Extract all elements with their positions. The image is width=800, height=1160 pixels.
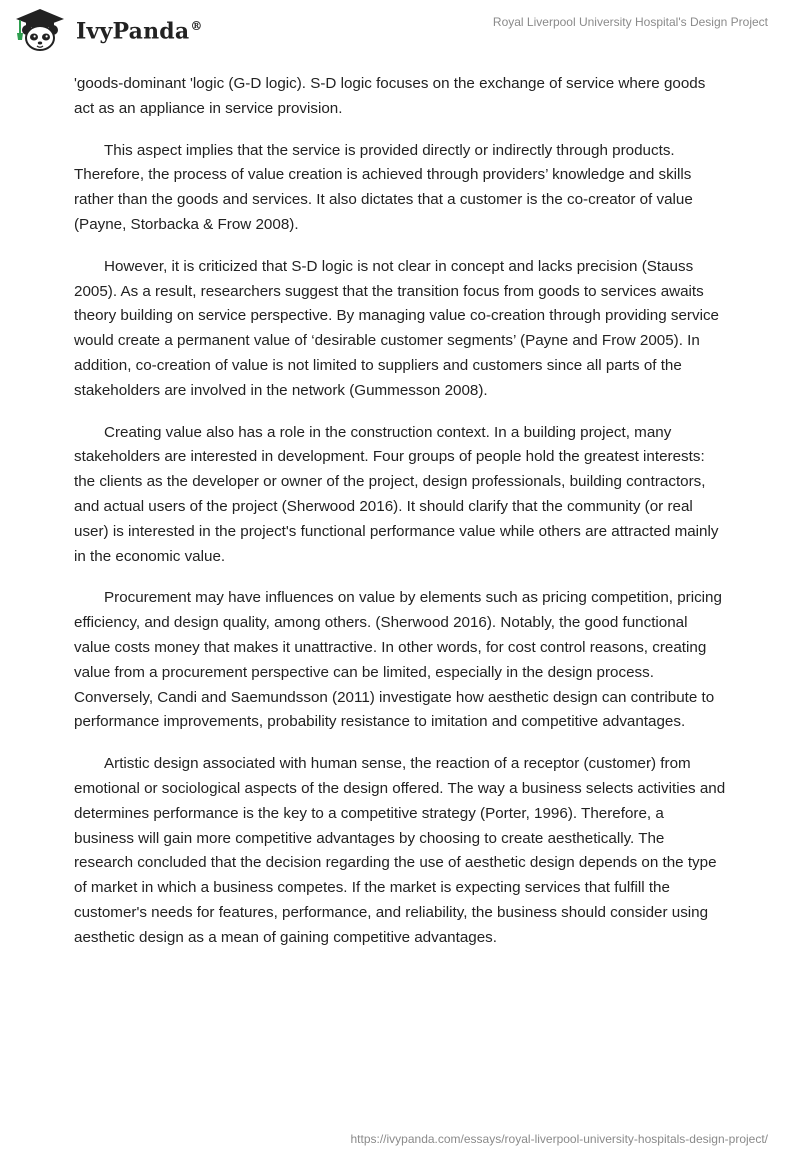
paragraph: However, it is criticized that S-D logic is not clear in concept and lacks precision (Stauss 2005). As a result, researchers suggest that the transition focus from goods to services awaits theory building on service perspective. By managing value co-creation through providing service would create a permanent value of ‘desirable customer segments’ (Payne and Frow 2005). In addition, co-creation of value is not limited to suppliers and customers since all parts of the stakeholders are involved in the network (Gummesson 2008). <box>74 257 719 399</box>
ivypanda-logo[interactable] <box>10 6 203 52</box>
document-title: Royal Liverpool University Hospital's Design Project <box>492 15 768 29</box>
source-url-link[interactable]: https://ivypanda.com/essays/royal-liverpool-university-hospitals-design-project/ <box>350 1132 768 1146</box>
paragraph: Creating value also has a role in the construction context. In a building project, many stakeholders are interested in development. Four groups of people hold the greatest interests: the clients as the developer or owner of the project, design professionals, building contractors, and actual users of the project (Sherwood 2016). It should clarify that the community (or real user) is interested in the project's functional performance value while others are attracted mainly in the economic value. <box>74 423 719 565</box>
panda-graduate-icon <box>10 6 70 52</box>
brand-name: IvyPanda <box>76 18 190 45</box>
registered-mark: ® <box>190 18 203 33</box>
page-header <box>0 0 800 60</box>
essay-body <box>74 72 726 968</box>
paragraph: Procurement may have influences on value by elements such as pricing competition, pricing efficiency, and design quality, among others. (Sherwood 2016). Notably, the good functional value costs money that makes it unattractive. In other words, for cost control reasons, creating value from a procurement perspective can be limited, especially in the design process. Conversely, Candi and Saemundsson (2011) investigate how aesthetic design can contribute to performance improvements, probability resistance to imitation and competitive advantages. <box>74 589 722 731</box>
paragraph: 'goods-dominant 'logic (G-D logic). S-D logic focuses on the exchange of service where goods act as an appliance in service provision. <box>74 75 706 117</box>
paragraph: This aspect implies that the service is provided directly or indirectly through products. Therefore, the process of value creation is achieved through providers’ knowledge and skills rather than the goods and services. It also dictates that a customer is the co-creator of value (Payne, Storbacka & Frow 2008). <box>74 141 693 233</box>
paragraph: Artistic design associated with human sense, the reaction of a receptor (customer) from emotional or sociological aspects of the design offered. The way a business selects activities and determines performance is the key to a competitive strategy (Porter, 1996). Therefore, a business will gain more competitive advantages by choosing to create aesthetically. The research concluded that the decision regarding the use of aesthetic design depends on the type of market in which a business competes. If the market is expecting services that fulfill the customer's needs for features, performance, and reliability, the business should consider using aesthetic design as a mean of gaining competitive advantages. <box>74 755 726 946</box>
